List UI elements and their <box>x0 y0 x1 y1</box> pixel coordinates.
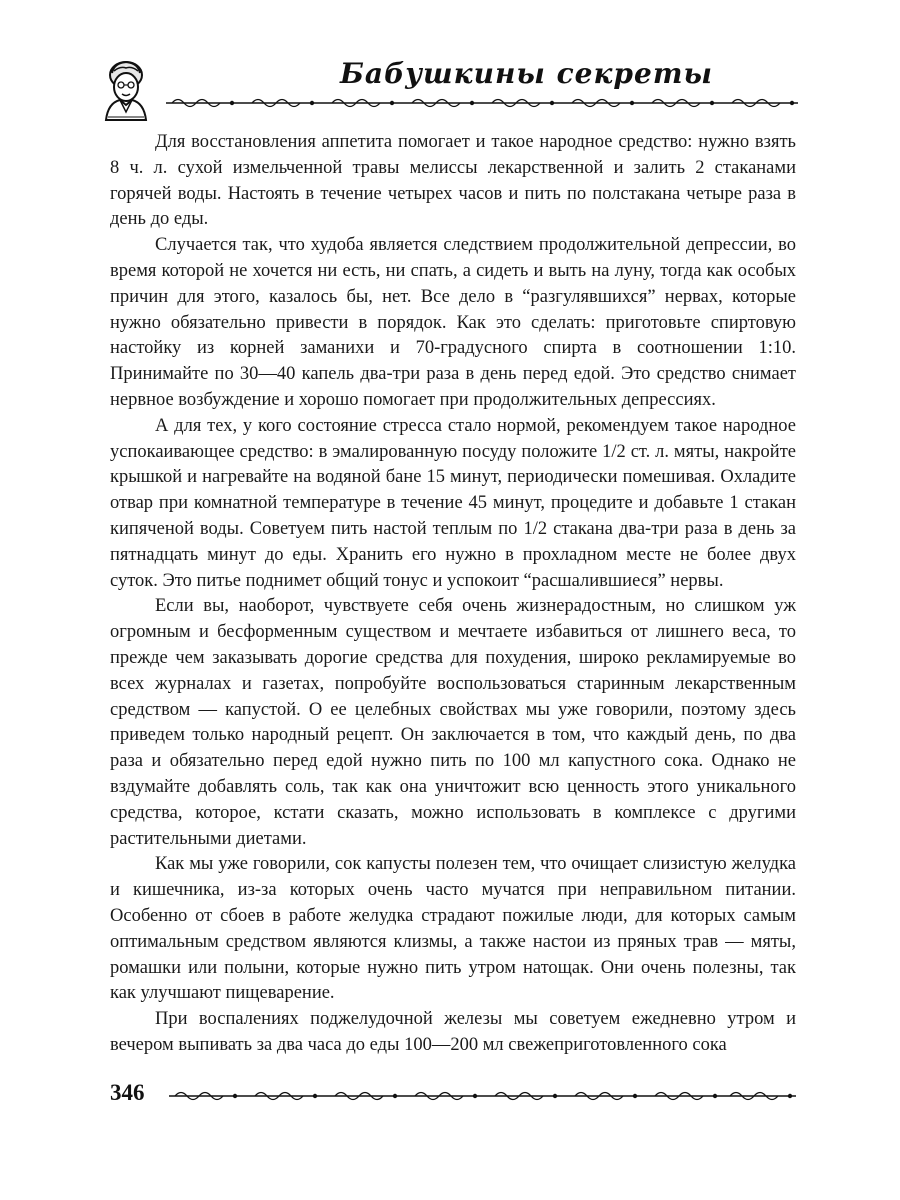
page-number: 346 <box>110 1080 145 1105</box>
body-text <box>110 130 796 1059</box>
paragraph: Если вы, наоборот, чувствуете себя очень жизнерадостным, но слишком уж огромным и бесформенным существом и мечтаете избавиться от лишнего веса, то прежде чем заказывать дорогие средства для похудения, широко рекламируемые во всех журналах и газетах, попробуйте воспользоваться старинным лекарственным средством — капустой. О ее целебных свойствах мы уже говорили, поэтому здесь приведем только народный рецепт. Он заключается в том, что каждый день, по два раза и обязательно перед едой нужно пить по 100 мл капустного сока. Однако не вздумайте добавлять соль, так как она уничтожит всю ценность этого уникального средства, которое, кстати сказать, можно использовать в комплексе с другими растительными диетами. <box>110 596 796 849</box>
page-header <box>100 55 800 125</box>
paragraph: Случается так, что худоба является следствием продолжительной депрессии, во время которой не хочется ни есть, ни спать, а сидеть и выть на луну, тогда как особых причин для этого, казалось бы, нет. Все дело в “разгулявшихся” нервах, которые нужно обязательно привести в порядок. Как это сделать: приготовьте спиртовую настойку из корней заманихи и 70-градусного спирта в соотношении 1:10. Принимайте по 30—40 капель два-три раза в день перед едой. Это средство снимает нервное возбуждение и хорошо помогает при продолжительных депрессиях. <box>110 235 796 410</box>
page-footer <box>110 1080 800 1110</box>
running-title: Бабушкины секреты <box>340 57 713 90</box>
paragraph: Для восстановления аппетита помогает и такое народное средство: нужно взять 8 ч. л. сухой измельченной травы мелиссы лекарственной и залить 2 стаканами горячей воды. Настоять в течение четырех часов и пить по полстакана четыре раза в день до еды. <box>110 132 796 230</box>
paragraph: Как мы уже говорили, сок капусты полезен тем, что очищает слизистую желудка и кишечника, из-за которых очень часто мучатся при неправильном питании. Особенно от сбоев в работе желудка страдают пожилые люди, для которых самым оптимальным средством являются клизмы, а также настои из пряных трав — мяты, ромашки или полыни, которые нужно пить утром натощак. Они очень полезны, так как улучшают пищеварение. <box>110 854 796 1004</box>
scroll-ornament-icon <box>162 95 802 111</box>
grandmother-portrait-icon <box>100 57 152 121</box>
scroll-ornament-icon <box>165 1088 800 1104</box>
paragraph: При воспалениях поджелудочной железы мы советуем ежедневно утром и вечером выпивать за два часа до еды 100—200 мл свежеприготовленного сока <box>110 1009 796 1055</box>
paragraph: А для тех, у кого состояние стресса стало нормой, рекомендуем такое народное успокаивающее средство: в эмалированную посуду положите 1/2 ст. л. мяты, накройте крышкой и нагревайте на водяной бане 15 минут, периодически помешивая. Охладите отвар при комнатной температуре в течение 45 минут, процедите и добавьте 1 стакан кипяченой воды. Советуем пить настой теплым по 1/2 стакана два-три раза в день за пятнадцать минут до еды. Хранить его нужно в прохладном месте не более двух суток. Это питье поднимет общий тонус и успокоит “расшалившиеся” нервы. <box>110 415 796 591</box>
